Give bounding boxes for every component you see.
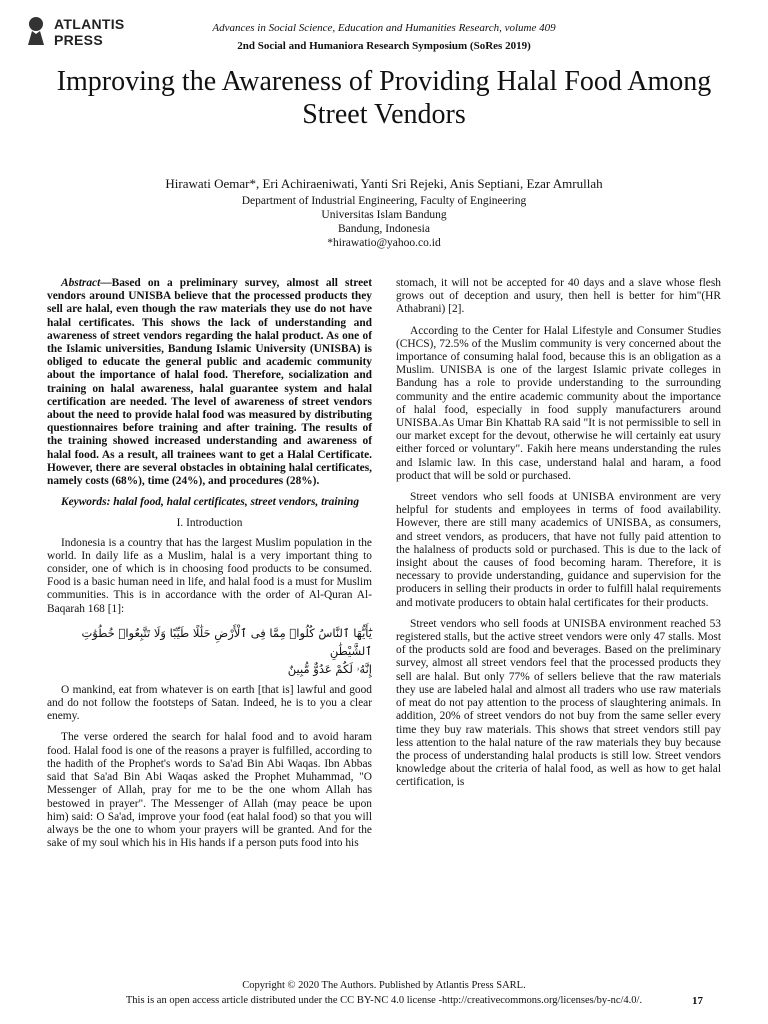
author-list: Hirawati Oemar*, Eri Achiraeniwati, Yanti Sri Rejeki, Anis Septiani, Ezar Amrullah <box>165 176 603 191</box>
journal-running-head: Advances in Social Science, Education and Humanities Research, volume 409 <box>212 22 556 34</box>
right-column <box>396 277 721 798</box>
section-heading-introduction: I. Introduction <box>176 517 243 530</box>
page-number: 17 <box>692 995 703 1007</box>
intro-paragraph-3: The verse ordered the search for halal food and to avoid haram food. Halal food is one of the reasons a prayer is fulfilled, according to the hadith of the Prophet's words to Sa'ad Bin Abi Waqas. Ibn Abbas said that Sa'ad Bin Abi Waqas asked the Prophet Muhammad, "O Messenger of Allah, pray for me to be the one whom Allah has bestowed in prayer". The Messenger of Allah (may peace be upon him) said: O Sa'ad, improve your food (eat halal food) so that you will always be the one to whom your prayers will be granted. And for the sake of my soul which his in His hands if a person puts food into his <box>47 731 372 850</box>
right-paragraph-3: Street vendors who sell foods at UNISBA environment are very helpful for students and employees in terms of food availability. However, there are still many academics of UNISBA, as consumers, and street vendors, as producers, that have not fully paid attention to the halalness of products sold or purchased. This is due to the lack of insight about the causes of food becoming haram. Therefore, it is necessary to provide understanding, guidance and supervision for the producers in selling their products in order to fulfill halal requirements and motivate producers to obtain halal certificates for their products. <box>396 491 721 609</box>
abstract <box>47 277 372 488</box>
license-line: This is an open access article distributed under the CC BY-NC 4.0 license -http://creativecommons.org/licenses/by-nc/4.0/. <box>125 995 643 1006</box>
author-email: *hirawatio@yahoo.co.id <box>327 237 441 249</box>
conference-running-head: 2nd Social and Humaniora Research Symposium (SoRes 2019) <box>237 40 531 52</box>
abstract-label: Abstract <box>61 277 101 289</box>
affiliation-university: Universitas Islam Bandung <box>321 209 447 221</box>
arabic-line-1: يَٰٓأَيُّهَا ٱلنَّاسُ كُلُوا۟ مِمَّا فِى ٱلْأَرْضِ حَلَٰلًا طَيِّبًا وَلَا تَتَّبِعُوا۟ خُطُوَٰتِ ٱلشَّيْطَٰنِ <box>81 625 372 658</box>
right-paragraph-4: Street vendors who sell foods at UNISBA environment reached 53 registered stalls, but the active street vendors were only 47 stalls. Most of the products sold are food and beverages. Based on the preliminary survey, almost all street vendors feel that the processed products they sell are halal. But only 77% of sellers believe that the raw materials they use are labeled halal and almost all traders who use raw materials of meat do not pay attention to the process of slaughtering animals. In addition, 20% of street vendors do not buy from the same seller every time they buy raw materials. This shows that street vendors still pay less attention to the halal nature of the raw materials they buy because the process of understanding halal products is still low. Street vendors knowledge about the criteria of halal food, as well as how to get halal certification, is <box>396 617 721 789</box>
verse-translation: O mankind, eat from whatever is on earth [that is] lawful and good and do not follow the footsteps of Satan. Indeed, he is to you a clear enemy. <box>47 683 372 723</box>
arabic-line-2: إِنَّهُۥ لَكُمْ عَدُوٌّ مُّبِينٌ <box>287 661 372 676</box>
keywords: Keywords: halal food, halal certificates, street vendors, training <box>61 496 360 509</box>
paper-title: Improving the Awareness of Providing Halal Food Among Street Vendors <box>56 66 712 130</box>
intro-paragraph-1: Indonesia is a country that has the largest Muslim population in the world. In daily life as a Muslim, halal is a very important thing to consider, one of which is in choosing food products to be consumed. Food is a basic human need in life, and halal food is a must for Muslim communities. This is in accordance with the order of Al-Quran Al-Baqarah 168 [1]: <box>47 536 372 615</box>
abstract-text: —Based on a preliminary survey, almost all street vendors around UNISBA believe that the processed products they sell are halal, even though the raw materials they use do not have halal certificates. This shows the lack of understanding and awareness of street vendors regarding the halal product. As one of the Islamic universities, Bandung Islamic University (UNISBA) is obliged to educate the general public and academic community about the importance of halal food. Therefore, socialization and training on halal awareness, halal guarantee system and halal certification are needed. The level of awareness of street vendors about the need to provide halal food was measured by distributing questionnaires before training and after training. The results of the training showed increased understanding and awareness of halal food. As a result, all trainees want to get a Halal Certificate. However, there are several obstacles in obtaining halal certificates, namely costs (68%), time (24%), and procedures (28%). <box>47 277 372 488</box>
quran-verse-arabic <box>47 624 372 678</box>
affiliation-department: Department of Industrial Engineering, Faculty of Engineering <box>241 195 527 207</box>
left-column <box>47 277 372 858</box>
logo-line1: ATLANTIS <box>54 16 125 32</box>
logo-line2: PRESS <box>54 32 103 48</box>
right-paragraph-1: stomach, it will not be accepted for 40 days and a slave whose flesh grows out of deception and usury, then hell is better for him"(HR Athabrani) [2]. <box>396 277 721 316</box>
copyright-line: Copyright © 2020 The Authors. Published by Atlantis Press SARL. <box>242 980 526 991</box>
affiliation-city: Bandung, Indonesia <box>338 223 430 235</box>
right-paragraph-2: According to the Center for Halal Lifestyle and Consumer Studies (CHCS), 72.5% of the Muslim community is very concerned about the importance of consuming halal food, because this is an obligation as a Muslim. UNISBA is one of the largest Islamic private colleges in Bandung has a role to provide understanding to the surrounding community and the entire academic community about the importance of halal food, especially in food supply manufacturers around UNISBA.As Umar Bin Khattab RA said "It is not permissible to sell in our market except for the devout, otherwise he will certainly eat usury either forced or voluntary". Fakih here means understanding the rules and Islamic law. In this case, understand halal and haram, a food product that will be sold or purchased. <box>396 324 721 482</box>
affiliation-block <box>0 194 768 250</box>
